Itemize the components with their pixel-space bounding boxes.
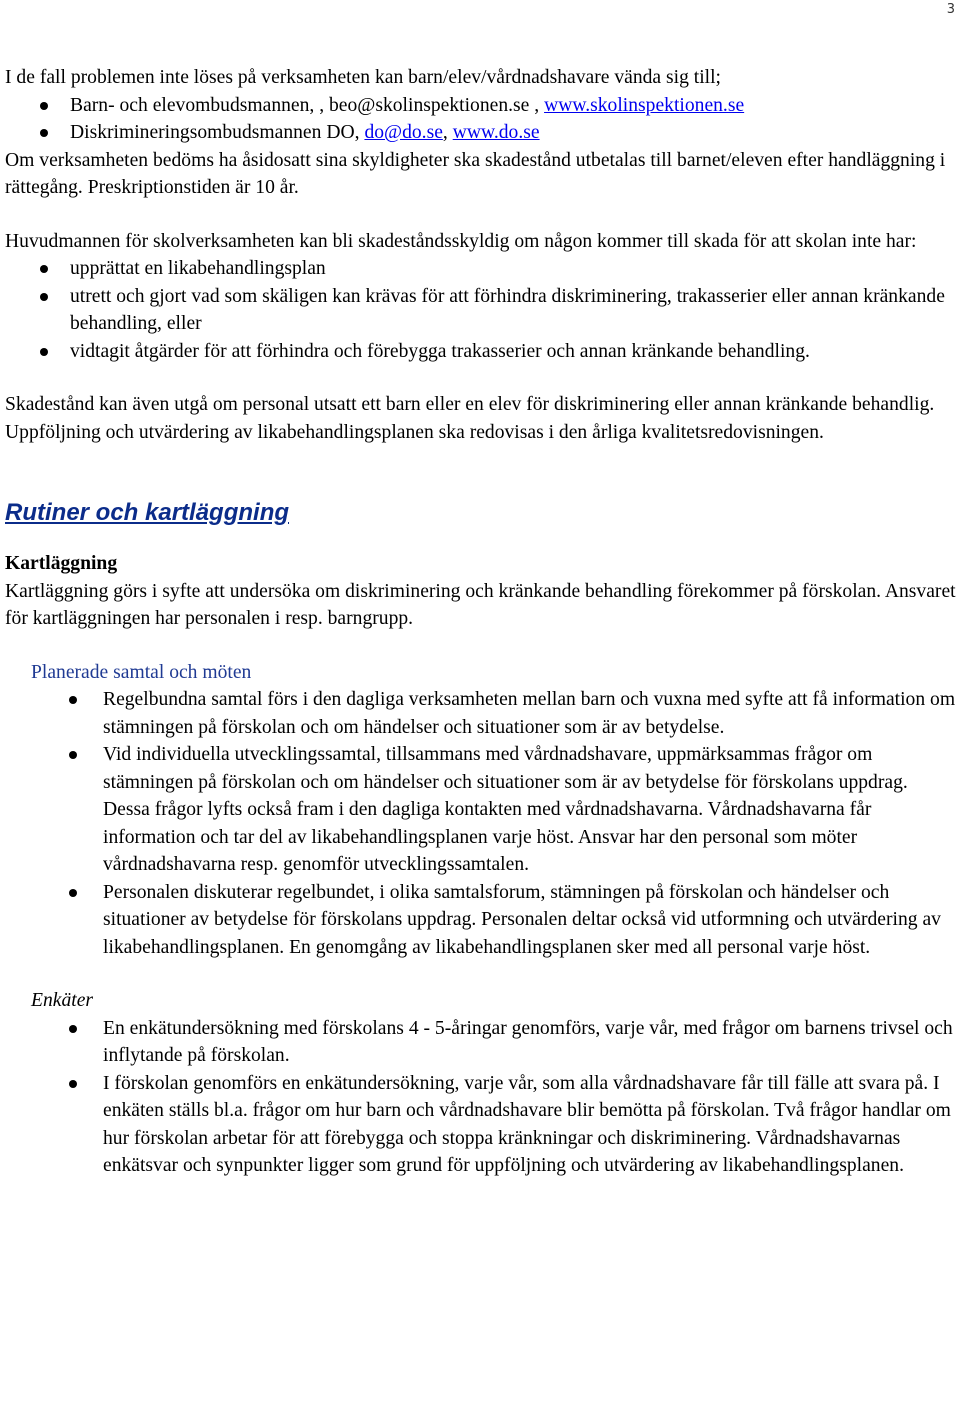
- kartlaggning-heading: Kartläggning: [5, 553, 118, 574]
- list-item: vidtagit åtgärder för att förhindra och förebygga trakasserier och annan kränkande behandling.: [5, 338, 957, 366]
- contact-beo-label: Barn- och elevombudsmannen, , beo@skolinspektionen.se ,: [70, 94, 545, 116]
- liability-intro: Huvudmannen för skolverksamheten kan bli skadeståndsskyldig om någon kommer till skada för att skolan inte har:: [5, 230, 917, 252]
- planned-talks-heading: Planerade samtal och möten: [31, 661, 252, 683]
- contact-item-do: [5, 119, 957, 147]
- do-email-link[interactable]: do@do.se: [364, 122, 443, 143]
- list-item: utrett och gjort vad som skäligen kan krävas för att förhindra diskriminering, trakasserier eller annan kränkande behandling, eller: [5, 283, 957, 338]
- list-item: upprättat en likabehandlingsplan: [5, 255, 957, 283]
- contact-do-label: Diskrimineringsombudsmannen DO,: [70, 122, 365, 143]
- surveys-heading: Enkäter: [31, 990, 94, 1011]
- page-number: 3: [946, 2, 955, 17]
- do-website-link[interactable]: www.do.se: [452, 122, 540, 143]
- contact-list: [5, 92, 957, 147]
- staff-damages-paragraph: Skadestånd kan även utgå om personal utsatt ett barn eller en elev för diskriminering eller annan kränkande behandlig. Uppföljning och utvärdering av likabehandlingsplanen ska redovisas i den årliga kvalitetsredovisningen.: [5, 394, 935, 443]
- kartlaggning-text: Kartläggning görs i syfte att undersöka om diskriminering och kränkande behandling förekommer på förskolan. Ansvaret för kartläggningen har personalen i resp. barngrupp.: [5, 580, 956, 629]
- planned-talks-list: [5, 686, 957, 961]
- skolinspektionen-link[interactable]: www.skolinspektionen.se: [544, 94, 745, 116]
- liability-list: [5, 255, 957, 365]
- list-item: En enkätundersökning med förskolans 4 - 5-åringar genomförs, varje vår, med frågor om barnens trivsel och inflytande på förskolan.: [5, 1015, 957, 1070]
- surveys-list: [5, 1015, 957, 1180]
- damages-paragraph: Om verksamheten bedöms ha åsidosatt sina skyldigheter ska skadestånd utbetalas till barnet/eleven efter handläggning i rättegång. Preskriptionstiden är 10 år.: [5, 149, 946, 198]
- list-item: Regelbundna samtal förs i den dagliga verksamheten mellan barn och vuxna med syfte att få information om stämningen på förskolan och om händelser och situationer som är av betydelse.: [5, 686, 957, 741]
- list-item: Vid individuella utvecklingssamtal, tillsammans med vårdnadshavare, uppmärksammas frågor om stämningen på förskolan och om händelser och situationer som är av betydelse för förskolans uppdrag. Dessa frågor lyfts också fram i den dagliga kontakten med vårdnadshavarna. Vårdnadshavarna får information och tar del av likabehandlingsplanen varje höst. Ansvar har den personal som möter vårdnadshavarna resp. genomför utvecklingssamtalen.: [5, 741, 957, 879]
- contact-do-separator: ,: [442, 122, 453, 143]
- document-body: [5, 64, 957, 1180]
- list-item: Personalen diskuterar regelbundet, i olika samtalsforum, stämningen på förskolan och händelser och situationer av betydelse för förskolans uppdrag. Personalen deltar också vid utformning och utvärdering av likabehandlingsplanen. En genomgång av likabehandlingsplanen sker med all personal varje höst.: [5, 879, 957, 962]
- contact-intro: I de fall problemen inte löses på verksamheten kan barn/elev/vårdnadshavare vända sig till;: [5, 67, 722, 88]
- list-item: I förskolan genomförs en enkätundersökning, varje vår, som alla vårdnadshavare får till fälle att svara på. I enkäten ställs bl.a. frågor om hur barn och vårdnadshavare blir bemötta på förskolan. Två frågor handlar om hur förskolan arbetar för att förebygga och stoppa kränkningar och diskriminering. Vårdnadshavarnas enkätsvar och synpunkter ligger som grund för uppföljning och utvärdering av likabehandlingsplanen.: [5, 1070, 957, 1180]
- contact-item-beo: [5, 92, 957, 120]
- section-heading: Rutiner och kartläggning: [5, 499, 290, 526]
